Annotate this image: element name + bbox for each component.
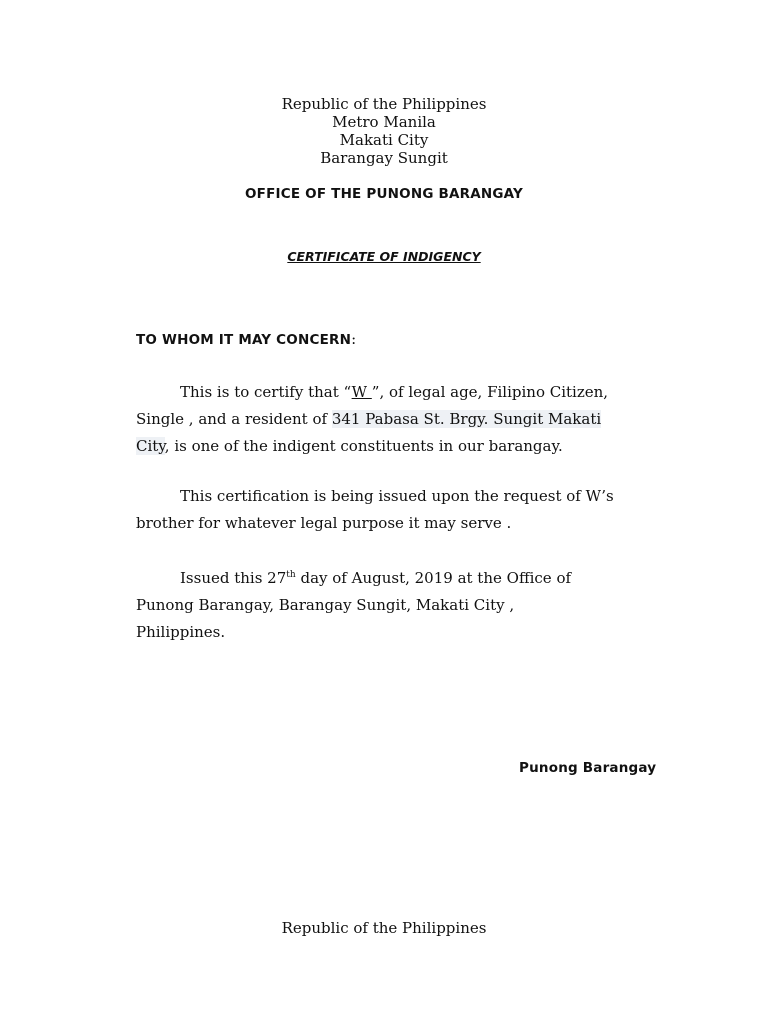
- para3-line2: Punong Barangay, Barangay Sungit, Makati City ,: [136, 596, 515, 614]
- salutation-text: TO WHOM IT MAY CONCERN: [136, 332, 352, 348]
- para3-ordinal-suffix: th: [286, 570, 296, 580]
- para1-line1: [180, 383, 608, 401]
- header-line-city: Makati City: [339, 131, 429, 149]
- header-line-metro: Metro Manila: [332, 113, 436, 131]
- para2-line1: This certification is being issued upon the request of W’s: [180, 487, 614, 505]
- para3-line1: [180, 569, 571, 587]
- certificate-title: CERTIFICATE OF INDIGENCY: [287, 249, 481, 264]
- para1-line2-prefix: Single , and a resident of: [136, 410, 332, 428]
- para1-line2: [136, 410, 601, 428]
- para3-line3: Philippines.: [136, 623, 226, 641]
- para1-line1-prefix: This is to certify that “: [180, 383, 352, 401]
- subject-name: W: [351, 383, 372, 401]
- para1-line3: [136, 437, 563, 455]
- office-heading: OFFICE OF THE PUNONG BARANGAY: [244, 186, 523, 202]
- para1-line1-suffix: ”, of legal age, Filipino Citizen,: [371, 383, 609, 401]
- signature-title: Punong Barangay: [519, 760, 657, 776]
- footer-republic: Republic of the Philippines: [281, 919, 487, 937]
- address-part2: City: [136, 437, 165, 455]
- salutation-colon: :: [351, 330, 357, 348]
- para3-line1-prefix: Issued this 27: [180, 569, 287, 587]
- header-line-republic: Republic of the Philippines: [281, 95, 487, 113]
- para2-line2: brother for whatever legal purpose it may serve .: [136, 514, 512, 532]
- para3-line1-suffix: day of August, 2019 at the Office of: [295, 569, 572, 587]
- address-part1: 341 Pabasa St. Brgy. Sungit Makati: [331, 410, 602, 428]
- salutation: [136, 330, 356, 349]
- para1-line3-suffix: , is one of the indigent constituents in our barangay.: [164, 437, 563, 455]
- header-line-barangay: Barangay Sungit: [320, 149, 448, 167]
